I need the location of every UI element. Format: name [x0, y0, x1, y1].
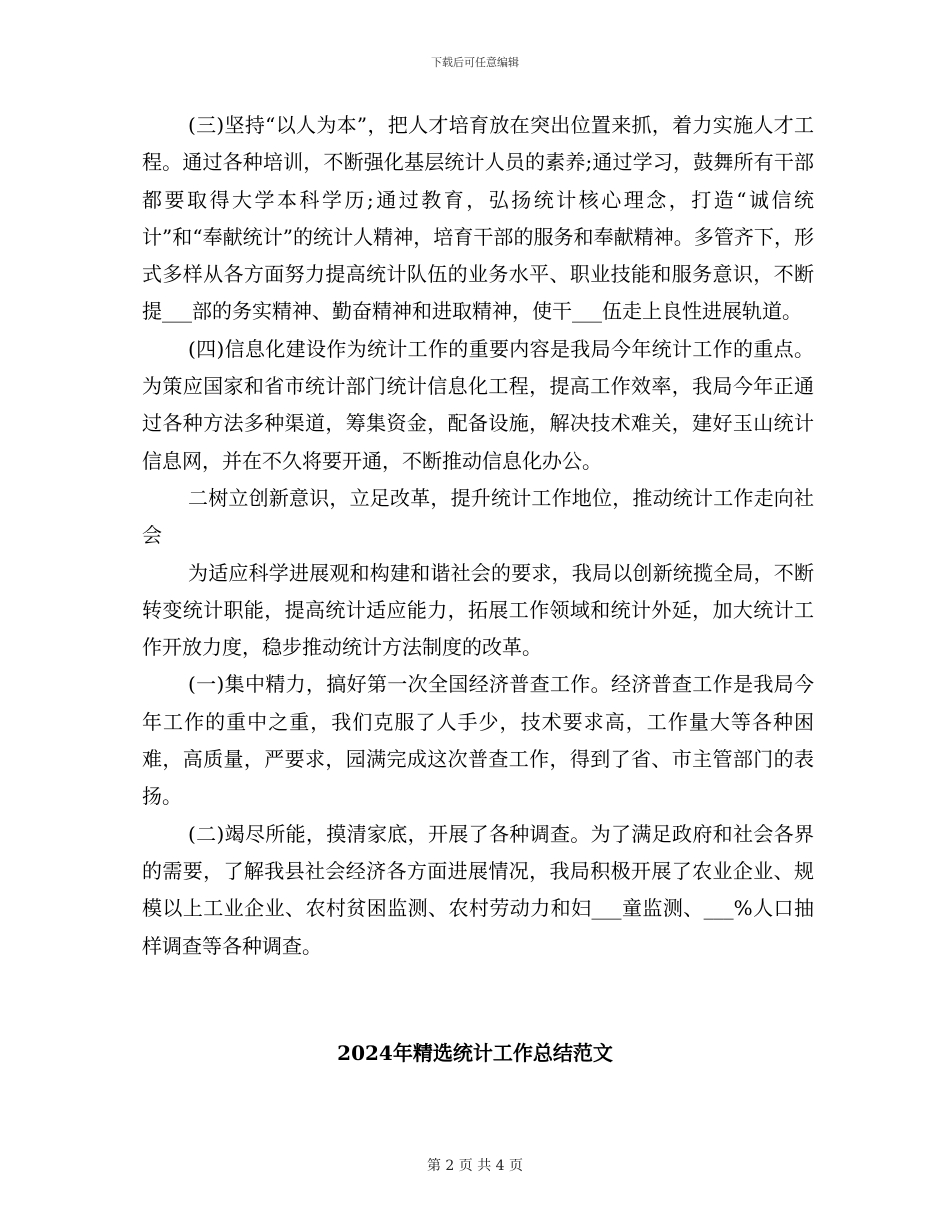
page-header-note: 下载后可任意编辑	[431, 56, 519, 69]
section-heading-innovation: 二树立创新意识，立足改革，提升统计工作地位，推动统计工作走向社会	[142, 485, 814, 548]
next-document-title: 2024年精选统计工作总结范文	[337, 1041, 613, 1065]
paragraph-4-informatization: (四)信息化建设作为统计工作的重要内容是我局今年统计工作的重点。为策应国家和省市统计部门统计信息化工程，提高工作效率，我局今年正通过各种方法多种渠道，筹集资金，配备设施，解决技术难关，建好玉山统计信息网，并在不久将要开通，不断推动信息化办公。	[142, 336, 814, 473]
paragraph-2-surveys: (二)竭尽所能，摸清家底，开展了各种调查。为了满足政府和社会各界的需要，了解我县社会经济各方面进展情况，我局积极开展了农业企业、规模以上工业企业、农村贫困监测、农村劳动力和妇___童监测、___%人口抽样调查等各种调查。	[142, 821, 814, 958]
document-body	[142, 107, 814, 965]
paragraph-innovation-intro: 为适应科学进展观和构建和谐社会的要求，我局以创新统揽全局，不断转变统计职能，提高统计适应能力，拓展工作领域和统计外延，加大统计工作开放力度，稳步推动统计方法制度的改革。	[142, 560, 814, 660]
paragraph-3-talent: (三)坚持“以人为本”，把人才培育放在突出位置来抓，着力实施人才工程。通过各种培训，不断强化基层统计人员的素养;通过学习，鼓舞所有干部都要取得大学本科学历;通过教育，弘扬统计核心理念，打造“诚信统计”和“奉献统计”的统计人精神，培育干部的服务和奉献精神。多管齐下，形式多样从各方面努力提高统计队伍的业务水平、职业技能和服务意识，不断提___部的务实精神、勤奋精神和进取精神，使干___伍走上良性进展轨道。	[142, 113, 814, 324]
paragraph-1-census: (一)集中精力，搞好第一次全国经济普查工作。经济普查工作是我局今年工作的重中之重，我们克服了人手少，技术要求高，工作量大等各种困难，高质量，严要求，园满完成这次普查工作，得到了省、市主管部门的表扬。	[142, 672, 814, 809]
page-number-footer: 第 2 页 共 4 页	[426, 1158, 524, 1174]
